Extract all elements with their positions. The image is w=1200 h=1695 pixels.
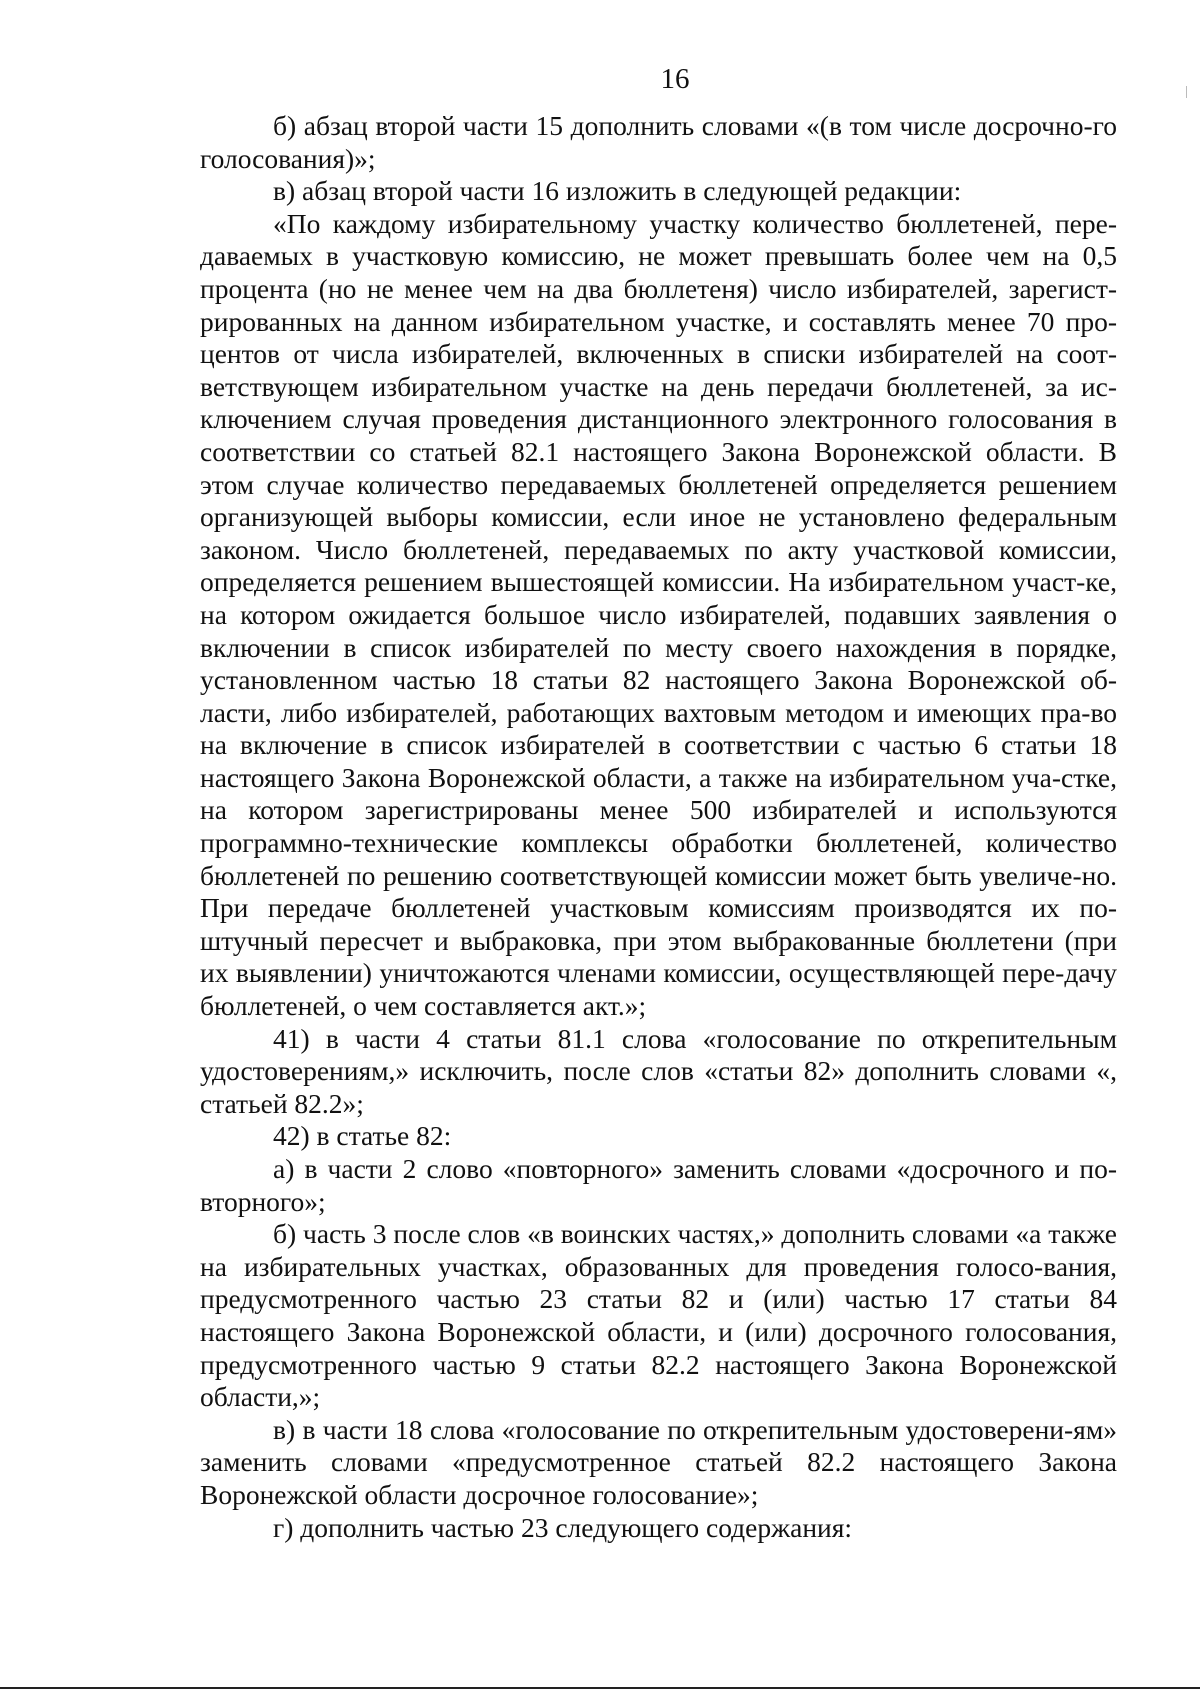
paragraph-41: 41) в части 4 статьи 81.1 слова «голосование по открепительным удостоверениям,» исключить, после слов «статьи 82» дополнить словами «, статьей 82.2»;: [200, 1022, 1117, 1119]
page-number: 16: [660, 63, 690, 95]
paragraph-42b: б) часть 3 после слов «в воинских частях,» дополнить словами «а также на избирательных участках, образованных для проведения голосо-вания, предусмотренного частью 23 статьи 82 и (или) частью 17 статьи 84 настоящего Закона Воронежской области, и (или) досрочного голосования, предусмотренного частью 9 статьи 82.2 настоящего Закона Воронежской области,»;: [200, 1218, 1117, 1413]
paragraph-42: 42) в статье 82:: [273, 1120, 452, 1152]
paragraph-42v: в) в части 18 слова «голосование по открепительным удостоверени-ям» заменить словами «предусмотренное статьей 82.2 настоящего Закона Воронежской области досрочное голосование»;: [200, 1413, 1117, 1510]
paragraph-16v: в) абзац второй части 16 изложить в следующей редакции:: [273, 175, 962, 207]
document-body: [200, 110, 1117, 1544]
paragraph-ballots-quote: «По каждому избирательному участку количество бюллетеней, пере-даваемых в участковую комиссию, не может превышать более чем на 0,5 процента (но не менее чем на два бюллетеня) число избирателей, зарегист-рированных на данном избирательном участке, и составлять менее 70 про-центов от числа избирателей, включенных в списки избирателей на соот-ветствующем избирательном участке на день передачи бюллетеней, за ис-ключением случая проведения дистанционного электронного голосования в соответствии со статьей 82.1 настоящего Закона Воронежской области. В этом случае количество передаваемых бюллетеней определяется решением организующей выборы комиссии, если иное не установлено федеральным законом. Число бюллетеней, передаваемых по акту участковой комиссии, определяется решением вышестоящей комиссии. На избирательном участ-ке, на котором ожидается большое число избирателей, подавших заявления о включении в список избирателей по месту своего нахождения в порядке, установленном частью 18 статьи 82 настоящего Закона Воронежской об-ласти, либо избирателей, работающих вахтовым методом и имеющих пра-во на включение в список избирателей в соответствии с частью 6 статьи 18 настоящего Закона Воронежской области, а также на избирательном уча-стке, на котором зарегистрированы менее 500 избирателей и используются программно-технические комплексы обработки бюллетеней, количество бюллетеней по решению соответствующей комиссии может быть увеличе-но. При передаче бюллетеней участковым комиссиям производятся их по-штучный пересчет и выбраковка, при этом выбракованные бюллетени (при их выявлении) уничтожаются членами комиссии, осуществляющей пере-дачу бюллетеней, о чем составляется акт.»;: [200, 207, 1117, 1022]
paragraph-15b: б) абзац второй части 15 дополнить словами «(в том числе досрочно-го голосования)»;: [200, 110, 1117, 174]
paragraph-42g: г) дополнить частью 23 следующего содержания:: [273, 1511, 853, 1543]
bottom-rule: [0, 1687, 1200, 1689]
paragraph-42a: а) в части 2 слово «повторного» заменить словами «досрочного и по-вторного»;: [200, 1153, 1117, 1217]
scan-mark: [1186, 86, 1187, 98]
